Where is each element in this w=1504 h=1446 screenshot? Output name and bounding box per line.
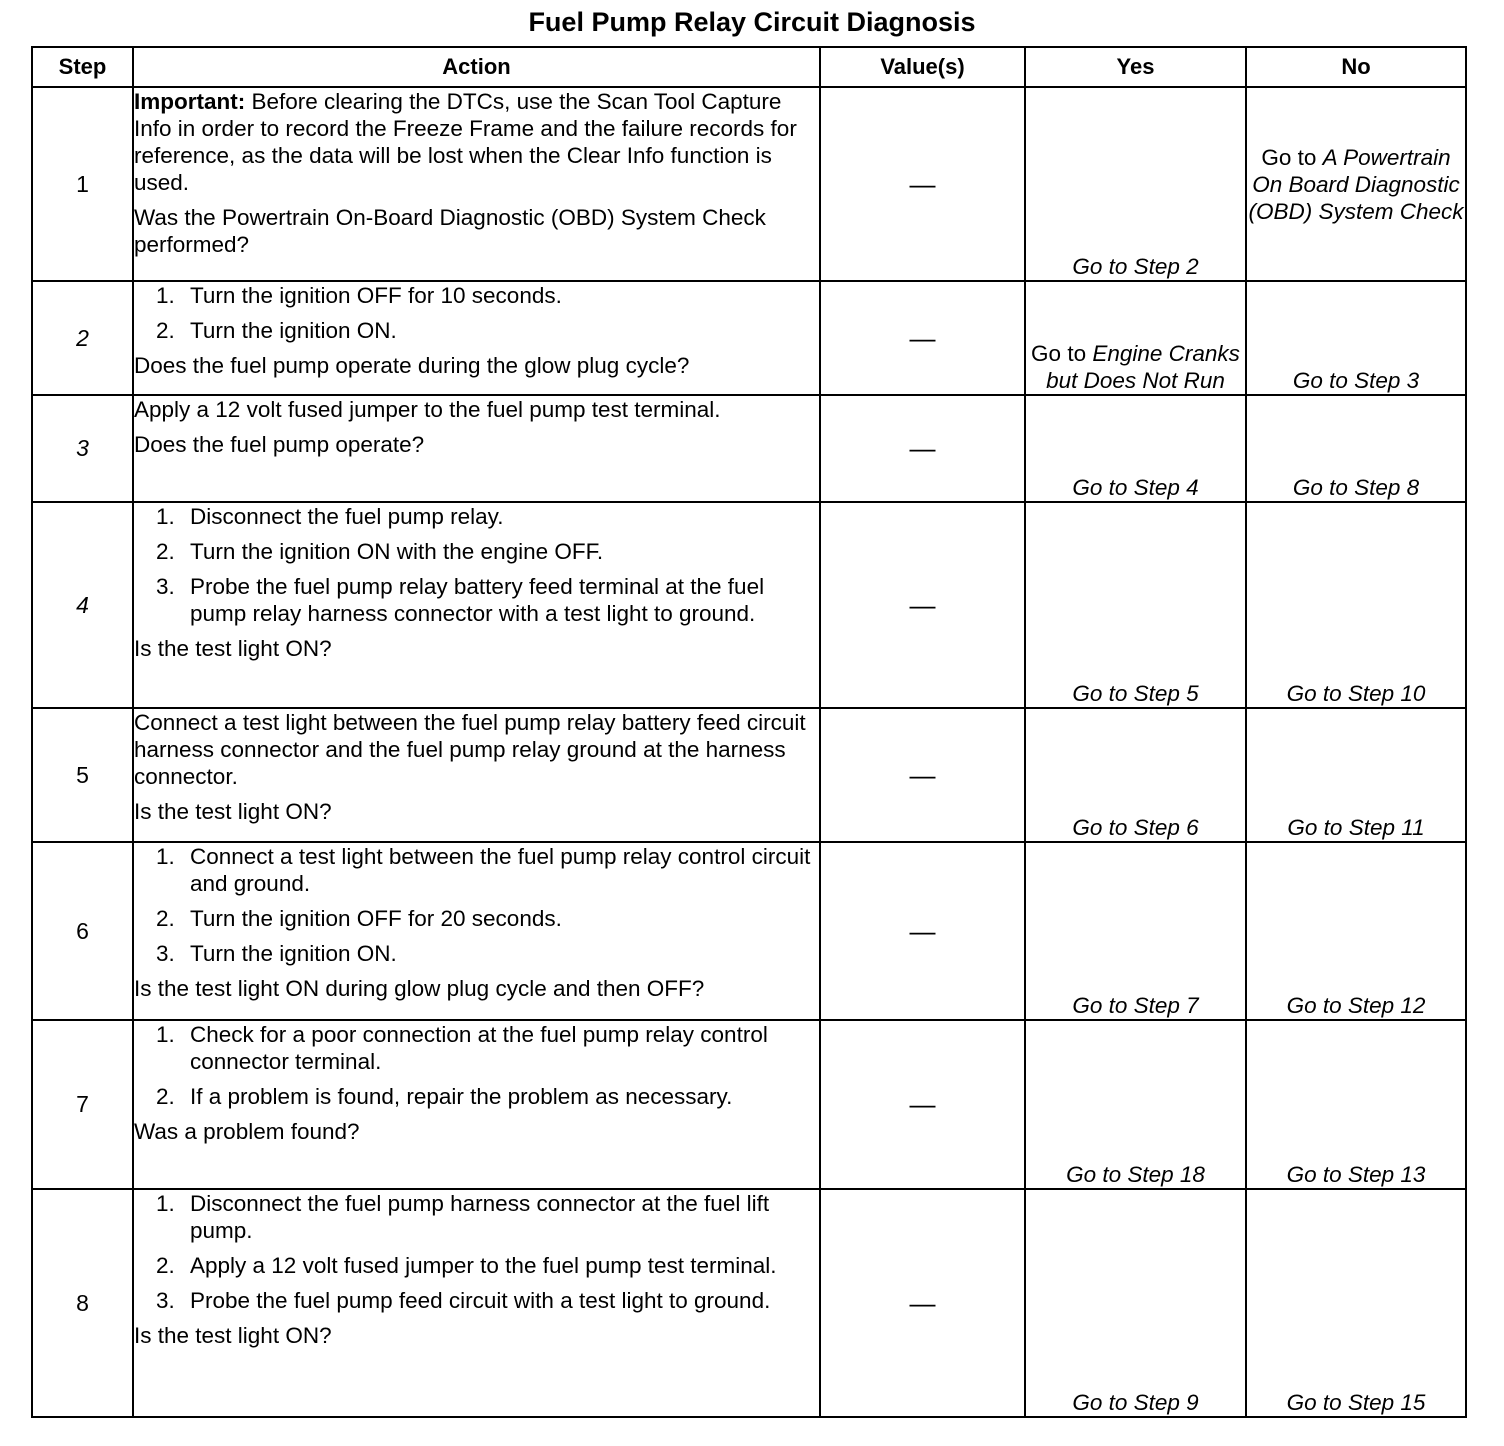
value-cell: —: [820, 502, 1025, 708]
action-cell: [133, 1020, 820, 1189]
action-step-item: 1. Disconnect the fuel pump harness connector at the fuel lift pump.: [156, 1191, 770, 1243]
action-steps: [134, 843, 819, 967]
no-link[interactable]: Go to Step 15: [1246, 1189, 1466, 1417]
yes-link[interactable]: Go to Step 4: [1025, 395, 1246, 502]
action-steps: [134, 1021, 819, 1110]
table-row: [32, 281, 1466, 395]
no-link[interactable]: Go to Step 13: [1246, 1020, 1466, 1189]
no-link[interactable]: Go to Step 12: [1246, 842, 1466, 1020]
header-step: Step: [32, 47, 133, 87]
header-values: Value(s): [820, 47, 1025, 87]
value-cell: —: [820, 281, 1025, 395]
action-step-item: 1. Check for a poor connection at the fuel pump relay control connector terminal.: [156, 1022, 768, 1074]
no-link[interactable]: Go to Step 8: [1246, 395, 1466, 502]
yes-link-prefix: Go to: [1031, 341, 1093, 366]
action-step-item: 3. Probe the fuel pump relay battery feed terminal at the fuel pump relay harness connector with a test light to ground.: [156, 574, 765, 626]
action-cell: [133, 708, 820, 842]
yes-link-target: Engine Cranks but Does Not Run: [1046, 341, 1240, 393]
action-steps: [134, 1190, 819, 1314]
action-step-item: 2. Apply a 12 volt fused jumper to the fuel pump test terminal.: [156, 1253, 777, 1278]
action-cell: [133, 87, 820, 281]
action-text: Connect a test light between the fuel pump relay battery feed circuit harness connector and the fuel pump relay ground at the harness connector.: [134, 710, 806, 789]
value-cell: —: [820, 1189, 1025, 1417]
value-cell: —: [820, 87, 1025, 281]
important-label: Important:: [134, 89, 246, 114]
table-row: [32, 1020, 1466, 1189]
step-number: 8: [32, 1189, 133, 1417]
action-step-item: 1. Disconnect the fuel pump relay.: [156, 504, 504, 529]
table-row: [32, 1189, 1466, 1417]
action-step-item: 1. Turn the ignition OFF for 10 seconds.: [156, 283, 562, 308]
table-row: [32, 708, 1466, 842]
header-no: No: [1246, 47, 1466, 87]
action-cell: [133, 1189, 820, 1417]
yes-link[interactable]: Go to Step 9: [1025, 1189, 1246, 1417]
table-row: [32, 502, 1466, 708]
action-step-item: 2. Turn the ignition ON with the engine OFF.: [156, 539, 604, 564]
header-action: Action: [133, 47, 820, 87]
yes-link[interactable]: Go to Step 2: [1025, 87, 1246, 281]
action-question: Was the Powertrain On-Board Diagnostic (OBD) System Check performed?: [134, 205, 766, 257]
step-number: 4: [32, 502, 133, 708]
action-question: Was a problem found?: [134, 1119, 360, 1144]
page-title: Fuel Pump Relay Circuit Diagnosis: [528, 7, 976, 37]
no-link-target: A Powertrain On Board Diagnostic (OBD) System Check: [1248, 144, 1464, 224]
yes-link[interactable]: Go to Step 18: [1025, 1020, 1246, 1189]
action-question: Is the test light ON?: [134, 799, 332, 824]
table-header-row: [32, 47, 1466, 87]
step-number: 5: [32, 708, 133, 842]
action-step-item: 3. Turn the ignition ON.: [156, 941, 397, 966]
no-link-prefix: Go to: [1261, 144, 1323, 170]
action-cell: [133, 281, 820, 395]
table-row: [32, 87, 1466, 281]
important-note: [134, 88, 819, 196]
step-number: 3: [32, 395, 133, 502]
table-row: [32, 395, 1466, 502]
no-link[interactable]: Go to Step 11: [1246, 708, 1466, 842]
action-question: Is the test light ON during glow plug cycle and then OFF?: [134, 976, 705, 1001]
action-steps: [134, 282, 819, 344]
no-link[interactable]: Go to Step 3: [1246, 281, 1466, 395]
value-cell: —: [820, 842, 1025, 1020]
action-cell: [133, 395, 820, 502]
action-step-item: 2. Turn the ignition OFF for 20 seconds.: [156, 906, 562, 931]
step-number: 1: [32, 87, 133, 281]
header-yes: Yes: [1025, 47, 1246, 87]
yes-link[interactable]: Go to Step 5: [1025, 502, 1246, 708]
action-step-item: 2. Turn the ignition ON.: [156, 318, 397, 343]
yes-link[interactable]: [1025, 281, 1246, 395]
action-question: Is the test light ON?: [134, 636, 332, 661]
action-step-item: 3. Probe the fuel pump feed circuit with a test light to ground.: [156, 1288, 771, 1313]
action-step-item: 1. Connect a test light between the fuel pump relay control circuit and ground.: [156, 844, 811, 896]
step-number: 7: [32, 1020, 133, 1189]
step-number: 6: [32, 842, 133, 1020]
action-text: Apply a 12 volt fused jumper to the fuel pump test terminal.: [134, 397, 721, 422]
important-text: Before clearing the DTCs, use the Scan Tool Capture Info in order to record the Freeze Frame and the failure records for reference, as the data will be lost when the Clear Info function is used.: [134, 89, 797, 195]
action-steps: [134, 503, 819, 627]
value-cell: —: [820, 395, 1025, 502]
diagnosis-table: [31, 46, 1467, 1418]
no-link[interactable]: [1246, 87, 1466, 281]
yes-link[interactable]: Go to Step 6: [1025, 708, 1246, 842]
value-cell: —: [820, 708, 1025, 842]
action-cell: [133, 502, 820, 708]
action-question: Is the test light ON?: [134, 1323, 332, 1348]
action-question: Does the fuel pump operate?: [134, 432, 425, 457]
action-question: Does the fuel pump operate during the glow plug cycle?: [134, 353, 690, 378]
yes-link[interactable]: Go to Step 7: [1025, 842, 1246, 1020]
action-cell: [133, 842, 820, 1020]
value-cell: —: [820, 1020, 1025, 1189]
action-step-item: 2. If a problem is found, repair the problem as necessary.: [156, 1084, 733, 1109]
no-link[interactable]: Go to Step 10: [1246, 502, 1466, 708]
table-row: [32, 842, 1466, 1020]
step-number: 2: [32, 281, 133, 395]
